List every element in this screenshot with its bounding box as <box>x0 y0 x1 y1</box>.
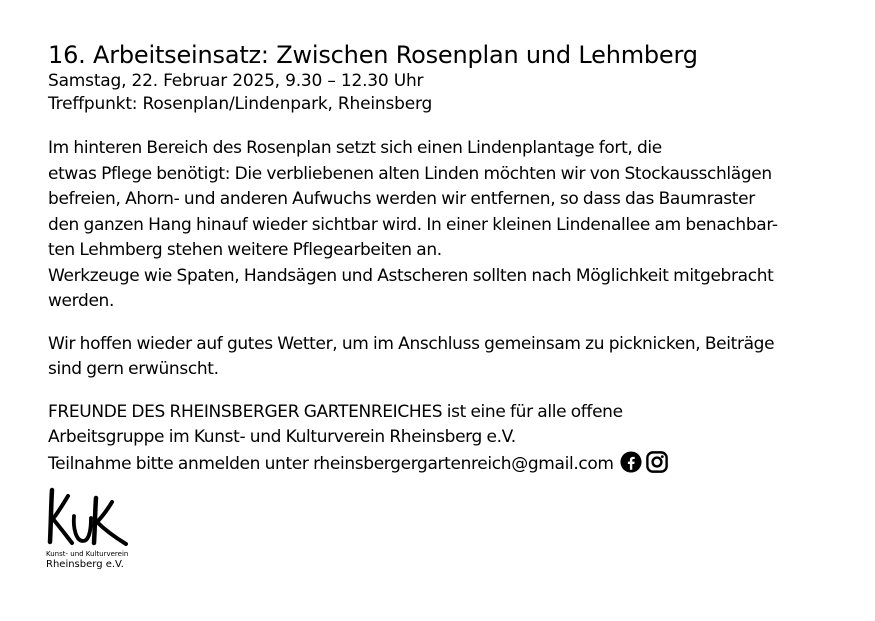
description-line: werden. <box>48 291 115 311</box>
logo-line-2: Rheinsberg e.V. <box>46 559 124 570</box>
description-line: Im hinteren Bereich des Rosenplan setzt sich einen Lindenplantage fort, die <box>48 138 662 158</box>
event-date: Samstag, 22. Februar 2025, 9.30 – 12.30 Uhr <box>48 71 424 91</box>
weather-line: Wir hoffen wieder auf gutes Wetter, um im Anschluss gemeinsam zu picknicken, Beiträge <box>48 333 775 354</box>
group-name: FREUNDE DES RHEINSBERGER GARTENREICHES <box>48 401 443 422</box>
description-line: befreien, Ahorn- und anderen Aufwuchs werden wir entfernen, so dass das Baumraster <box>48 189 755 209</box>
facebook-icon[interactable] <box>620 451 642 482</box>
group-line-2: Arbeitsgruppe im Kunst- und Kulturverein Rheinsberg e.V. <box>48 427 516 447</box>
description-line: den ganzen Hang hinauf wieder sichtbar wird. In einer kleinen Lindenallee am benachbar- <box>48 214 778 235</box>
group-line-1-rest: ist eine für alle offene <box>442 401 623 422</box>
group-line-1 <box>48 400 838 426</box>
signup-line <box>48 451 838 482</box>
weather-line: sind gern erwünscht. <box>48 359 219 379</box>
social-icons <box>620 451 672 482</box>
kuk-logo <box>42 486 142 576</box>
group-paragraph <box>48 400 838 482</box>
kuk-logo-mark <box>42 486 132 550</box>
logo-line-1: Kunst- und Kulturverein <box>46 550 129 558</box>
flyer <box>48 40 838 481</box>
instagram-icon[interactable] <box>646 451 668 482</box>
description-line: etwas Pflege benötigt: Die verbliebenen alten Linden möchten wir von Stockausschlägen <box>48 163 772 184</box>
weather-paragraph <box>48 332 838 383</box>
description-paragraph <box>48 136 838 315</box>
event-title: 16. Arbeitseinsatz: Zwischen Rosenplan und Lehmberg <box>48 41 698 69</box>
signup-text: Teilnahme bitte anmelden unter rheinsbergergartenreich@gmail.com <box>48 453 614 474</box>
description-line: ten Lehmberg stehen weitere Pflegearbeiten an. <box>48 240 442 260</box>
description-line: Werkzeuge wie Spaten, Handsägen und Astscheren sollten nach Möglichkeit mitgebracht <box>48 265 774 286</box>
meeting-point: Treffpunkt: Rosenplan/Lindenpark, Rheinsberg <box>48 94 433 114</box>
